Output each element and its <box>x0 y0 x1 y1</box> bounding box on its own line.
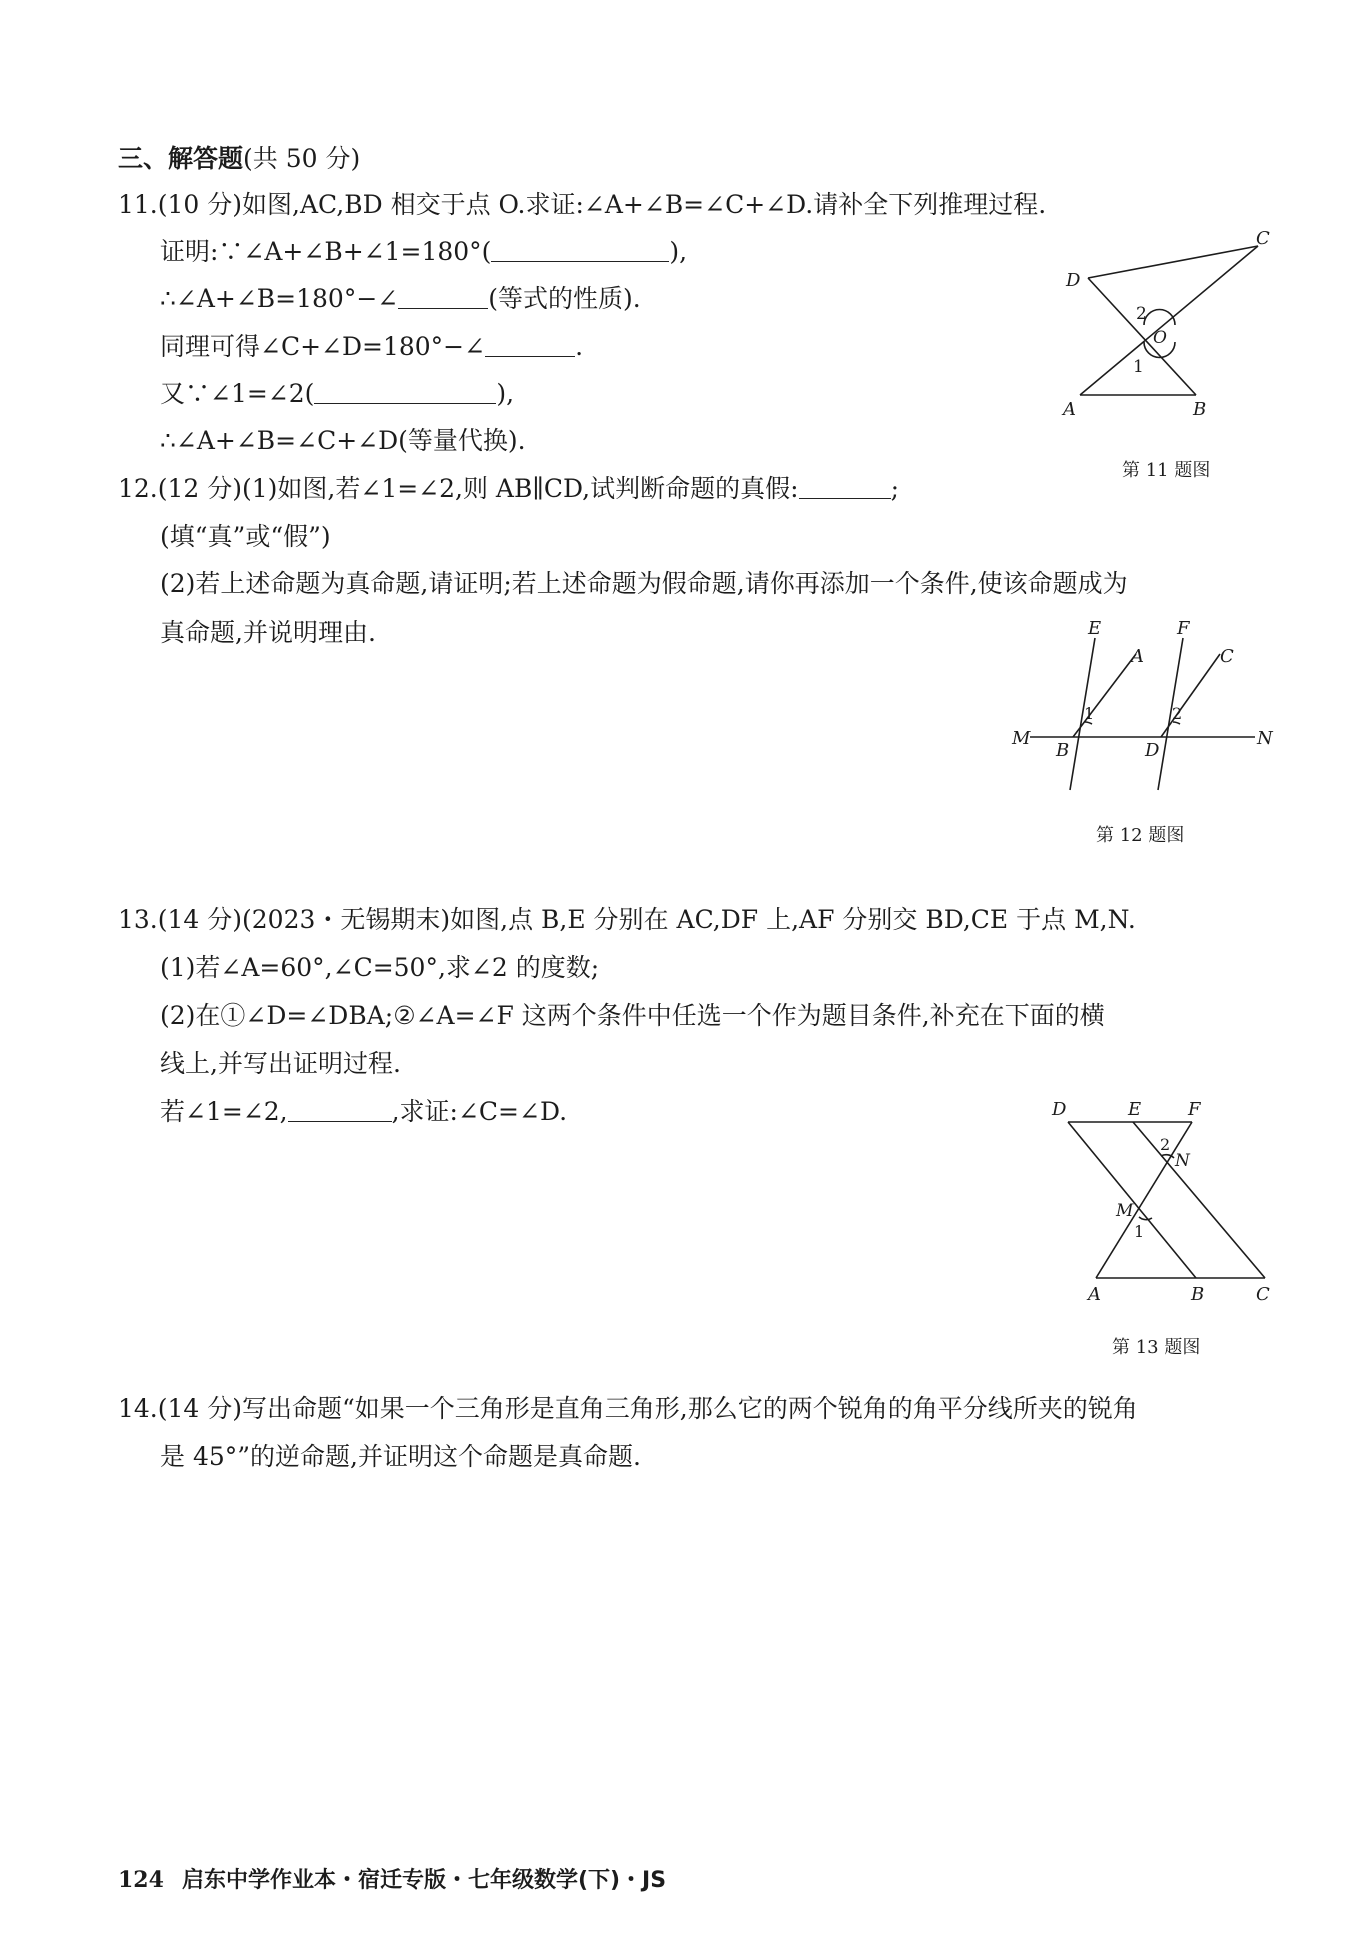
q14-line-1: 14.(14 分)写出命题“如果一个三角形是直角三角形,那么它的两个锐角的角平分线所夹的锐角 <box>118 1394 1138 1423</box>
q12-figure <box>1000 620 1300 800</box>
q11-label-1: 1 <box>1133 357 1144 377</box>
q11-label-c: C <box>1256 228 1270 249</box>
q12-label-e: E <box>1088 620 1102 639</box>
q11-line-2-text: ∴∠A+∠B=180°−∠ <box>160 284 399 313</box>
q11-segment-db <box>1088 278 1196 395</box>
q12-label-n: N <box>1257 728 1273 749</box>
q13-label-a: A <box>1088 1284 1101 1305</box>
q12-line-2: (填“真”或“假”) <box>160 522 331 551</box>
q11-line-1-text: 证明:∵∠A+∠B+∠1=180°( <box>160 237 492 266</box>
q12-label-a: A <box>1131 646 1144 667</box>
q13-label-d: D <box>1052 1099 1067 1120</box>
q12-figure-caption: 第 12 题图 <box>1096 825 1185 846</box>
q11-line-5: ∴∠A+∠B=∠C+∠D(等量代换). <box>160 426 526 455</box>
q12-label-b: B <box>1056 740 1070 761</box>
q13-line-5 <box>160 1095 567 1129</box>
q12-label-f: F <box>1177 620 1190 639</box>
q12-label-1: 1 <box>1084 704 1095 723</box>
q13-label-1: 1 <box>1134 1222 1145 1241</box>
q11-label-2: 2 <box>1136 304 1147 324</box>
q13-line-5-end: ,求证:∠C=∠D. <box>391 1097 568 1126</box>
q11-blank-4[interactable] <box>314 379 496 404</box>
q12-label-m: M <box>1012 728 1031 749</box>
q13-label-2: 2 <box>1160 1135 1171 1154</box>
q11-blank-2[interactable] <box>398 284 488 309</box>
q11-figure-caption: 第 11 题图 <box>1122 460 1211 481</box>
q13-figure-caption: 第 13 题图 <box>1112 1337 1201 1358</box>
q12-line-ba <box>1073 654 1136 737</box>
q12-line-dc <box>1161 654 1220 737</box>
q12-stem-end: ; <box>890 474 899 503</box>
q13-label-n: N <box>1175 1151 1190 1171</box>
q13-line-4: 线上,并写出证明过程. <box>160 1049 401 1078</box>
q13-segment-ec <box>1133 1122 1265 1278</box>
q11-line-4-text: 又∵∠1=∠2( <box>160 379 315 408</box>
q11-segment-ca <box>1080 246 1258 395</box>
q13-label-f: F <box>1188 1099 1201 1120</box>
q11-angle-2-arc <box>1144 310 1175 326</box>
q11-blank-3[interactable] <box>485 332 575 357</box>
section-heading <box>118 142 360 176</box>
q11-line-1 <box>160 235 687 269</box>
q12-line-4: 真命题,并说明理由. <box>160 618 376 647</box>
q13-line-3: (2)在①∠D=∠DBA;②∠A=∠F 这两个条件中任选一个作为题目条件,补充在下面的横 <box>160 1001 1105 1030</box>
q11-line-4 <box>160 377 514 411</box>
page-number: 124 <box>118 1867 164 1893</box>
q11-label-b: B <box>1193 399 1207 420</box>
q12-blank-1[interactable] <box>799 474 891 499</box>
section-title: 三、解答题 <box>118 144 244 173</box>
q13-figure <box>1040 1092 1290 1312</box>
q11-line-4-end: ), <box>496 379 515 408</box>
q11-blank-1[interactable] <box>491 237 669 262</box>
q14-line-2: 是 45°”的逆命题,并证明这个命题是真命题. <box>160 1442 641 1471</box>
q11-label-a: A <box>1063 399 1076 420</box>
q12-label-c: C <box>1220 646 1234 667</box>
q12-stem <box>118 472 899 506</box>
q13-line-2: (1)若∠A=60°,∠C=50°,求∠2 的度数; <box>160 953 600 982</box>
q13-line-5-text: 若∠1=∠2, <box>160 1097 288 1126</box>
q11-label-o: O <box>1153 328 1167 348</box>
q13-label-m: M <box>1116 1201 1134 1221</box>
q11-stem: 11.(10 分)如图,AC,BD 相交于点 O.求证:∠A+∠B=∠C+∠D.请补全下列推理过程. <box>118 190 1047 219</box>
q13-stem: 13.(14 分)(2023・无锡期末)如图,点 B,E 分别在 AC,DF 上,AF 分别交 BD,CE 于点 M,N. <box>118 905 1136 934</box>
q11-segment-dc <box>1088 246 1258 278</box>
q11-line-3-end: . <box>575 332 584 361</box>
q12-line-3: (2)若上述命题为真命题,请证明;若上述命题为假命题,请你再添加一个条件,使该命题成为 <box>160 569 1128 598</box>
section-score: (共 50 分) <box>243 144 361 173</box>
book-title: 启东中学作业本・宿迁专版・七年级数学(下)・JS <box>181 1868 667 1893</box>
q11-line-2 <box>160 282 641 316</box>
q12-stem-text: 12.(12 分)(1)如图,若∠1=∠2,则 AB∥CD,试判断命题的真假: <box>118 474 799 503</box>
q13-label-e: E <box>1128 1099 1142 1120</box>
q11-line-3 <box>160 330 583 364</box>
q13-label-b: B <box>1191 1284 1205 1305</box>
q12-label-d: D <box>1145 740 1160 761</box>
q11-figure <box>1050 228 1290 428</box>
q12-label-2: 2 <box>1172 704 1183 723</box>
q11-line-3-text: 同理可得∠C+∠D=180°−∠ <box>160 332 486 361</box>
page-footer <box>118 1866 666 1895</box>
q11-label-d: D <box>1066 270 1081 291</box>
q13-label-c: C <box>1256 1284 1270 1305</box>
q11-line-1-end: ), <box>669 237 688 266</box>
q11-line-2-end: (等式的性质). <box>488 284 641 313</box>
q13-blank-1[interactable] <box>288 1097 392 1122</box>
